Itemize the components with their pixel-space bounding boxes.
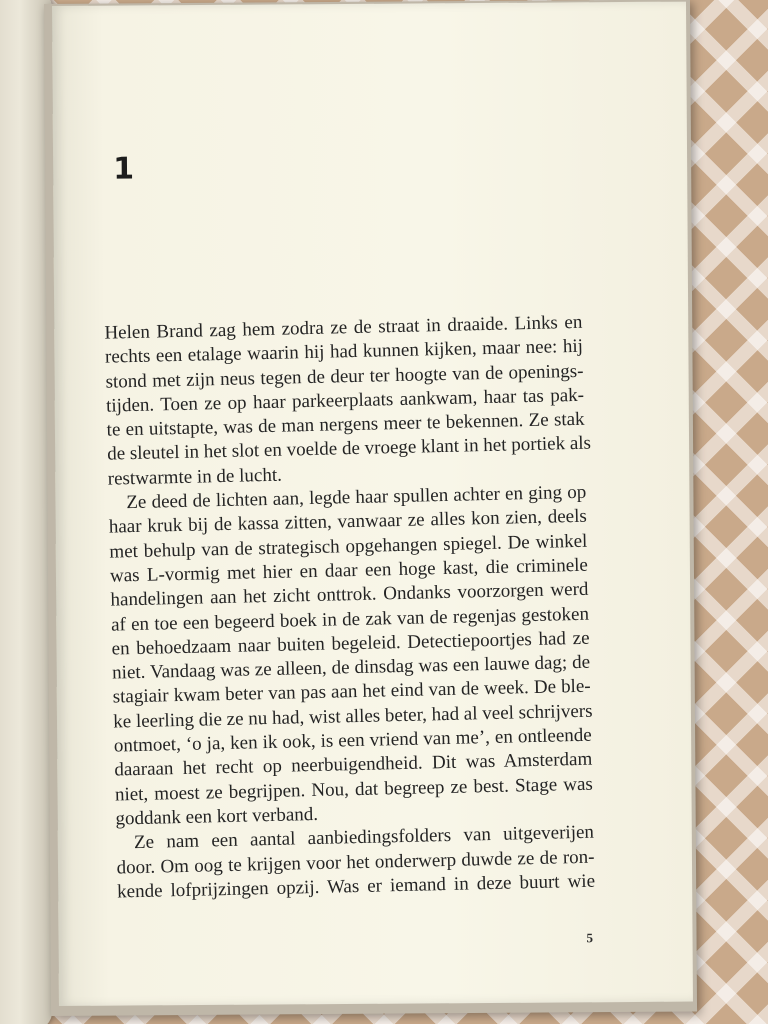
text-line: ontmoet, ‘o ja, ken ik ook, is een vriend van me’, en ontleende	[113, 724, 592, 757]
text-line: af en toe een begeerd boek in de zak van de regenjas gestoken	[110, 603, 590, 636]
text-line: te en uitstapte, was de man nergens meer te bekennen. Ze stak	[106, 408, 585, 441]
text-line: niet, moest ze begrijpen. Nou, dat begreep ze best. Stage was	[114, 773, 594, 806]
text-line: Ze deed de lichten aan, legde haar spullen achter en ging op	[126, 481, 587, 514]
text-line: daaraan het recht op neerbuigendheid. Dit was Amsterdam	[114, 749, 593, 781]
page-number: 5	[586, 930, 594, 946]
text-line: haar kruk bij de kassa zitten, vanwaar ze alles kon zien, deels	[108, 506, 587, 538]
text-line: niet. Vandaag was ze alleen, de dinsdag was een lauwe dag; de	[111, 651, 591, 684]
text-line: met behulp van de strategisch opgehangen spiegel. De winkel	[109, 530, 588, 563]
text-line: goddank een kort verband.	[115, 803, 319, 830]
text-line: stond met zijn neus tegen de deur ter hoogte van de openings-	[105, 360, 584, 393]
text-line: was L-vormig met hier en daar een hoge kast, die criminele	[109, 554, 589, 587]
text-line: rechts een etalage waarin hij had kunnen kijken, maar nee: hij	[104, 336, 584, 368]
text-line: handelingen aan het zicht onttrok. Ondanks voorzorgen werd	[110, 578, 589, 611]
text-line: Helen Brand zag hem zodra ze de straat in draaide. Links en	[104, 311, 583, 344]
book-page	[52, 2, 693, 1006]
text-line: tijden. Toen ze op haar parkeerplaats aankwam, haar tas pak-	[105, 384, 585, 417]
text-line: restwarmte in de lucht.	[107, 464, 283, 490]
text-line: en behoedzaam naar buiten begeleid. Detectiepoortjes had ze	[111, 627, 590, 660]
text-line: stagiair kwam beter van pas aan het eind van de week. De ble-	[112, 676, 591, 708]
text-line: Ze nam een aantal aanbiedingsfolders van uitgeverijen	[133, 821, 595, 854]
chapter-number: 1	[113, 151, 135, 187]
text-line: door. Om oog te krijgen voor het onderwerp duwde ze de ron-	[116, 846, 595, 879]
text-line: ke leerling die ze nu had, wist alles beter, had al veel schrijvers	[113, 700, 593, 733]
text-line: de sleutel in het slot en voelde de vroege klant in het portiek als	[106, 433, 592, 466]
text-line: kende lofprijzingen opzij. Was er iemand in deze buurt wie	[116, 870, 596, 903]
body-text	[104, 311, 595, 905]
